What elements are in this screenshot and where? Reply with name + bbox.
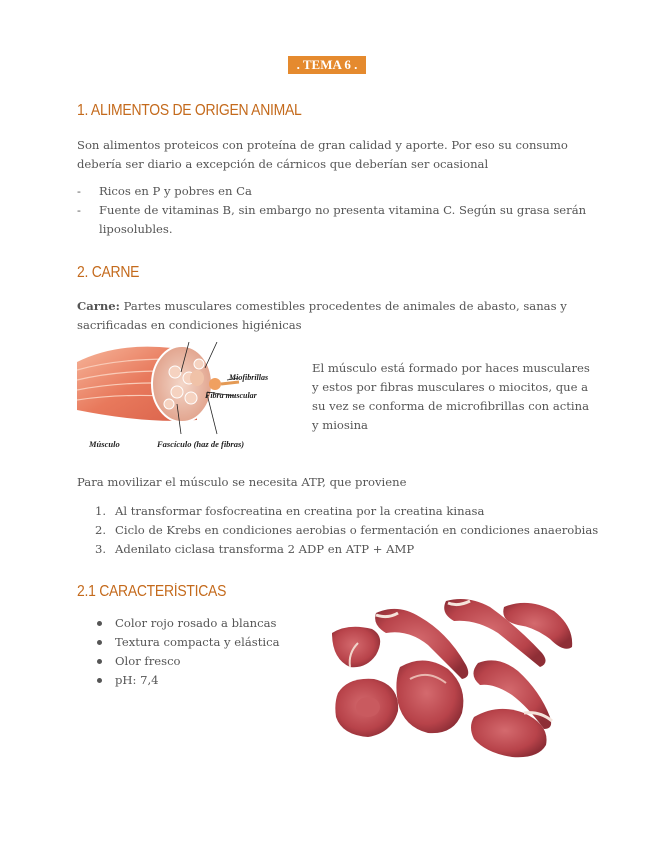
figure-label-musculo: Músculo [89,439,120,449]
definition-text: Partes musculares comestibles procedentes de animales de abasto, sanas y [119,299,567,313]
section-1-heading: 1. ALIMENTOS DE ORIGEN ANIMAL [77,102,302,119]
muscle-text-line: y estos por fibras musculares o miocitos, que a [312,380,589,394]
muscle-structure-figure [77,342,287,454]
bullet [97,640,102,645]
list-item-text: Color rojo rosado a blancas [115,616,277,630]
list-number: 1. [95,504,107,518]
list-item-text: liposolubles. [99,222,173,236]
list-item-text: Fuente de vitaminas B, sin embargo no presenta vitamina C. Según su grasa serán [99,203,587,217]
intro-line-1: Son alimentos proteicos con proteína de gran calidad y aporte. Por eso su consumo [77,138,568,152]
bullet [97,659,102,664]
intro-line-2: debería ser diario a excepción de cárnicos que deberían ser ocasional [77,157,489,171]
list-item-text: Olor fresco [115,654,181,668]
muscle-text-line: su vez se conforma de microfibrillas con actina [312,399,589,413]
list-item-text: Textura compacta y elástica [115,635,280,649]
section-2-1-heading: 2.1 CARACTERÍSTICAS [77,583,227,600]
list-item-text: Ciclo de Krebs en condiciones aerobias o fermentación en condiciones anaerobias [115,523,599,537]
muscle-text-line: El músculo está formado por haces musculares [312,361,590,375]
figure-label-fasciculo: Fascículo (haz de fibras) [157,439,245,449]
bullet [97,621,102,626]
list-item-text: Ricos en P y pobres en Ca [99,184,252,198]
muscle-text-line: y miosina [312,418,368,432]
meat-definition-line-2: sacrificadas en condiciones higiénicas [77,318,302,332]
figure-label-miofibrillas: Miofibrillas [229,373,269,382]
list-item-text: pH: 7,4 [115,673,159,687]
bullet [97,678,102,683]
list-item-text: Al transformar fosfocreatina en creatina por la creatina kinasa [115,504,485,518]
list-number: 2. [95,523,107,537]
list-marker: - [77,203,81,217]
meat-definition [77,297,567,316]
section-2-heading: 2. CARNE [77,264,140,281]
definition-term: Carne: [77,299,120,313]
atp-intro: Para movilizar el músculo se necesita ATP, que proviene [77,475,407,489]
list-item-text: Adenilato ciclasa transforma 2 ADP en ATP + AMP [115,542,415,556]
topic-badge: . TEMA 6 . [288,56,366,74]
figure-label-fibra: Fibra muscular [205,391,257,400]
meat-cuts-photo [328,593,578,763]
list-marker: - [77,184,81,198]
list-number: 3. [95,542,107,556]
